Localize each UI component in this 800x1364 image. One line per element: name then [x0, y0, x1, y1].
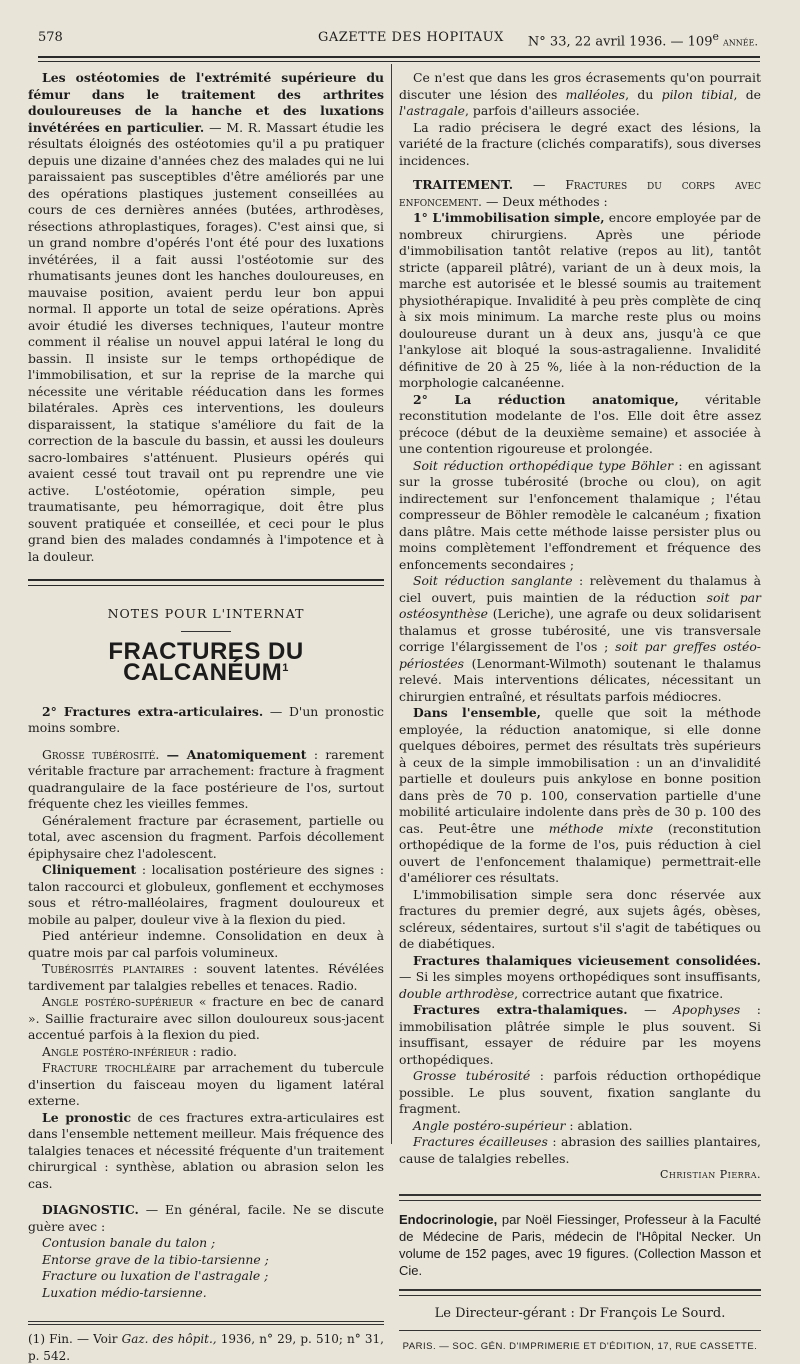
ecailleuses-treatment: Fractures écailleuses : abrasion des saillies plantaires, cause de talalgies rebelles. — [399, 1134, 761, 1166]
ensemble-paragraph: Dans l'ensemble, quelle que soit la méthode employée, la réduction anatomique, si elle donne quelques déboires, permet des résultats très supérieurs à ceux de la simple immobilisation : un an d'invalidité partielle et douleurs puis ankylose en bonne position dans près de 70 p. 100, conservation partielle d'une mobilité articulaire indolente dans près de 30 p. 100 des cas. Peut-être une méthode mixte (reconstitution orthopédique de la forme de l'os, puis réduction à ciel ouvert de l'enfoncement thalamique) permettrait-elle d'améliorer ces résultats. — [399, 705, 761, 885]
immobilisation-paragraph: 1° L'immobilisation simple, encore employée par de nombreux chirurgiens. Après une période d'immobilisation tantôt relative (repos au lit), tantôt stricte (appareil plâtré), variant de un à deux mois, la marche est autorisée et le blessé soumis au traitement physiothérapique. Invalidité à peu près complète de cinq à six mois minimum. La marche reste plus ou moins douloureuse durant un à deux ans, jusqu'à ce que l'ankylose ait bloqué la sous-astragalienne. Invalidité définitive de 20 à 25 %, liée à la non-réduction de la morphologie calcanéenne. — [399, 210, 761, 390]
diag-list-item: Contusion banale du talon ; — [42, 1235, 216, 1250]
pronostic-paragraph: Le pronostic de ces fractures extra-articulaires est dans l'ensemble nettement meilleur. Mais fréquence des talalgies tenaces et nécessité fréquente d'un traitement chirurgical : synthèse, ablation ou abrasion selon les cas. — [28, 1109, 384, 1191]
thalamiques-paragraph: Fractures thalamiques vicieusement consolidées. — Si les simples moyens orthopédiques sont insuffisants, double arthrodèse, correctrice autant que fixatrice. — [399, 952, 761, 1001]
bohler-paragraph: Soit réduction orthopédique type Böhler : en agissant sur la grosse tubérosité (broche ou clou), on agit indirectement sur l'enfoncement thalamique ; l'étau compresseur de Böhler remodèle le calcanéum ; fixation dans plâtre. Mais cette méthode laisse persister plus ou moins complètement l'effondrement et fréquence des enfoncements secondaires ; — [399, 457, 761, 572]
extra-articular-heading: 2° Fractures extra-articulaires. — D'un pronostic moins sombre. — [28, 703, 384, 735]
reduction-paragraph: 2° La réduction anatomique, véritable reconstitution modelante de l'os. Elle doit être assez précoce (début de la deuxième semaine) et associée à une contention rigoureuse et prolongée. — [399, 391, 761, 456]
printer-rule — [399, 1330, 761, 1331]
journal-title: GAZETTE DES HOPITAUX — [318, 30, 504, 45]
lesion-paragraph: Ce n'est que dans les gros écrasements qu'on pourrait discuter une lésion des malléoles, du pilon tibial, de l'astragale, parfois d'ailleurs associée. — [399, 70, 761, 118]
angle-treatment: Angle postéro-supérieur : ablation. — [413, 1117, 633, 1133]
traitement-heading: TRAITEMENT. — Fractures du corps avec enfoncement. — Deux méthodes : — [399, 177, 761, 209]
generalement-paragraph: Généralement fracture par écrasement, partielle ou total, avec ascension du fragment. Parfois décollement épiphysaire chez l'adolescent. — [28, 812, 384, 861]
footnote: (1) Fin. — Voir Gaz. des hôpit., 1936, n° 29, p. 510; n° 31, p. 542. — [28, 1332, 384, 1363]
sanglante-paragraph: Soit réduction sanglante : relèvement du thalamus à ciel ouvert, puis maintien de la réduction soit par ostéosynthèse (Leriche), une agrafe ou deux solidarisent thalamus et grosse tubérosité, une vis transversale corrige l'élargissement de l'os ; soit par greffes ostéo-périostées (Lenormant-Wilmoth) soutenant le thalamus relevé. Mais interventions délicates, nécessitant un chirurgien entraîné, et résultats parfois médiocres. — [399, 573, 761, 704]
diagnostic-paragraph: DIAGNOSTIC. — En général, facile. Ne se discute guère avec : — [28, 1202, 384, 1234]
header-rule — [38, 56, 760, 62]
book-review: Endocrinologie, par Noël Fiessinger, Professeur à la Faculté de Médecine de Paris, médecin de l'Hôpital Necker. Un volume de 152 pages, avec 19 figures. (Collection Masson et Cie. — [399, 1211, 761, 1278]
printer-line: PARIS. — SOC. GÉN. D'IMPRIMERIE ET D'ÉDITION, 17, RUE CASSETTE. — [402, 1341, 758, 1352]
issue-info: N° 33, 22 avril 1936. — 109e année. — [527, 30, 758, 50]
book-rule — [399, 1194, 761, 1201]
immobilisation-reserve-paragraph: L'immobilisation simple sera donc réservée aux fractures du premier degré, aux sujets âgés, obèses, scléreux, sédentaires, surtout s'il s'agit de tabétiques ou de diabétiques. — [399, 886, 761, 951]
section-label: NOTES POUR L'INTERNAT — [107, 606, 305, 621]
footnote-rule — [28, 1321, 384, 1325]
director-line: Le Directeur-gérant : Dr François Le Sourd. — [434, 1305, 726, 1321]
radio-paragraph: La radio précisera le degré exact des lésions, la variété de la fracture (clichés comparatifs), sous diverses incidences. — [399, 119, 761, 168]
angle-ps-paragraph: Angle postéro-supérieur « fracture en bec de canard ». Saillie fracturaire avec sillon douloureux sous-jacent accentué parfois à la flexion du pied. — [28, 994, 384, 1042]
diag-list-item: Fracture ou luxation de l'astragale ; — [42, 1268, 269, 1283]
trochleaire-paragraph: Fracture trochléaire par arrachement du tubercule d'insertion du faisceau moyen du ligament latéral externe. — [28, 1060, 384, 1108]
pied-paragraph: Pied antérieur indemne. Consolidation en deux à quatre mois par cal parfois volumineux. — [28, 928, 384, 960]
grosse-tuberosite-paragraph: Grosse tubérosité. — Anatomiquement : rarement véritable fracture par arrachement: fracture à fragment quadrangulaire de la face postérieure de l'os, surtout fréquente chez les vieilles femmes. — [28, 746, 384, 811]
osteotomy-paragraph: Les ostéotomies de l'extrémité supérieure du fémur dans le traitement des arthrites douloureuses de la hanche et des luxations invétérées en particulier. — M. R. Massart étudie les résultats éloignés des ostéotomies qu'il a pu pratiquer depuis une dizaine d'années chez des malades qui ne lui paraissaient pas susceptibles d'être améliorés par une des opérations plastiques justement conseillées au cours de ces dernières années (butées, arthrodèses, résections athroplastiques, forages). C'est ainsi que, si un grand nombre d'opérés l'ont été pour des luxations invétérées, il a fait aussi l'ostéotomie sur des rhumatisants jeunes dont les hanches douloureuses, en mauvaise position, avaient perdu leur bon appui normal. Il apporte un total de seize opérations. Après avoir étudié les diverses techniques, l'auteur montre comment il réalise un nouvel appui latéral le long du bassin. Il insiste sur le temps orthopédique de l'immobilisation, et sur la reprise de la marche qui nécessite une véritable rééducation dans les formes bilatérales. Après ces interventions, les douleurs disparaissent, la statique s'améliore du fait de la correction de la bascule du bassin, et aussi les douleurs sacro-lombaires s'atténuent. Plusieurs opérés qui avaient cessé tout travail ont pu reprendre une vie active. L'ostéotomie, opération simple, peu traumatisante, peu hémorragique, doit être plus souvent pratiquée et conseillée, et ceci pour le plus grand bien des malades condamnés à l'impotence et à la douleur. — [28, 70, 384, 564]
short-rule — [181, 631, 231, 632]
page-number: 578 — [38, 30, 63, 45]
angle-pi-paragraph: Angle postéro-inférieur : radio. — [42, 1043, 237, 1059]
extra-thalamiques-paragraph: Fractures extra-thalamiques. — Apophyses : immobilisation plâtrée simple le plus souvent. Si insuffisant, essayer de réduire par les moyens orthopédiques. — [399, 1002, 761, 1067]
left-column — [28, 70, 384, 1364]
article-title: FRACTURES DU CALCANÉUM$^1$ — [108, 637, 304, 686]
grosse-tuberosite-treatment: Grosse tubérosité : parfois réduction orthopédique possible. Le plus souvent, fixation sanglante du fragment. — [399, 1068, 762, 1116]
page-header — [38, 30, 758, 50]
diag-list-item: Luxation médio-tarsienne. — [42, 1284, 207, 1300]
author-signature: Christian Pierra. — [659, 1168, 761, 1181]
diag-list-item: Entorse grave de la tibio-tarsienne ; — [42, 1251, 269, 1267]
director-rule — [399, 1289, 761, 1296]
section-separator — [28, 579, 384, 586]
tuberosites-plantaires-paragraph: Tubérosités plantaires : souvent latentes. Révélées tardivement par talalgies rebelles et tenaces. Radio. — [28, 961, 384, 993]
right-column — [399, 70, 761, 1356]
clinique-paragraph: Cliniquement : localisation postérieure des signes : talon raccourci et globuleux, gonflement et ecchymoses sous et rétro-malléolaires, fragment douloureux et mobile au palper, douleur vive à la flexion du pied. — [28, 862, 384, 927]
column-divider — [391, 64, 392, 1144]
